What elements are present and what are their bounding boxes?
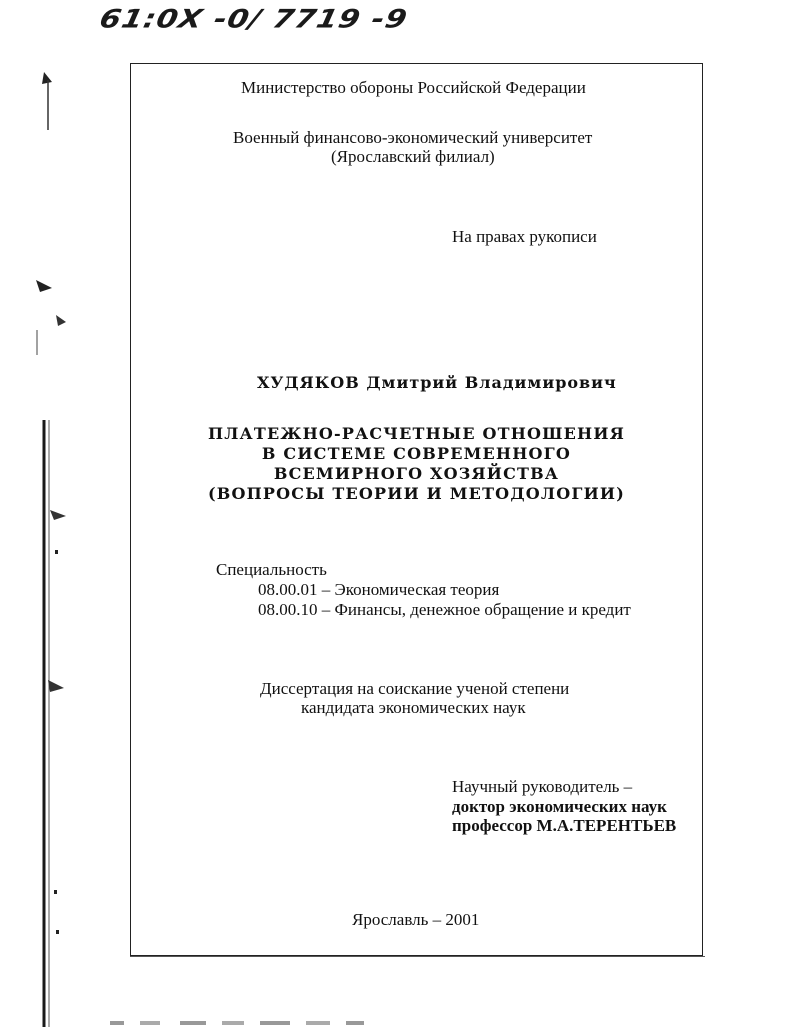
university-branch: (Ярославский филиал) (331, 147, 495, 166)
dissertation-purpose: Диссертация на соискание ученой степени (260, 679, 570, 698)
dissertation-title-line-1: ПЛАТЕЖНО-РАСЧЕТНЫЕ ОТНОШЕНИЯ (207, 424, 626, 443)
bottom-scan-artifact (110, 1018, 370, 1027)
author-name: ХУДЯКОВ Дмитрий Владимирович (257, 373, 617, 392)
degree-name: кандидата экономических наук (301, 698, 526, 717)
city-year: Ярославль – 2001 (352, 910, 480, 929)
binding-edge-artifacts (30, 60, 70, 1027)
specialty-code-1: 08.00.01 – Экономическая теория (258, 580, 500, 599)
supervisor-label: Научный руководитель – (452, 777, 633, 796)
ministry-name: Министерство обороны Российской Федерации (241, 78, 586, 97)
specialty-code-2: 08.00.10 – Финансы, денежное обращение и кредит (258, 600, 631, 619)
specialty-label: Специальность (216, 560, 327, 579)
dissertation-title-line-3: ВСЕМИРНОГО ХОЗЯЙСТВА (273, 464, 560, 483)
supervisor-degree: доктор экономических наук (452, 797, 667, 816)
frame-shadow-line (130, 956, 705, 961)
handwritten-catalog-note: 61:0Х -0/ 7719 -9 (96, 4, 411, 35)
dissertation-title-line-4: (ВОПРОСЫ ТЕОРИИ И МЕТОДОЛОГИИ) (207, 484, 626, 503)
manuscript-rights: На правах рукописи (452, 227, 597, 246)
dissertation-title-line-2: В СИСТЕМЕ СОВРЕМЕННОГО (261, 444, 572, 463)
university-name: Военный финансово-экономический университет (233, 128, 593, 147)
supervisor-name: профессор М.А.ТЕРЕНТЬЕВ (452, 816, 677, 835)
